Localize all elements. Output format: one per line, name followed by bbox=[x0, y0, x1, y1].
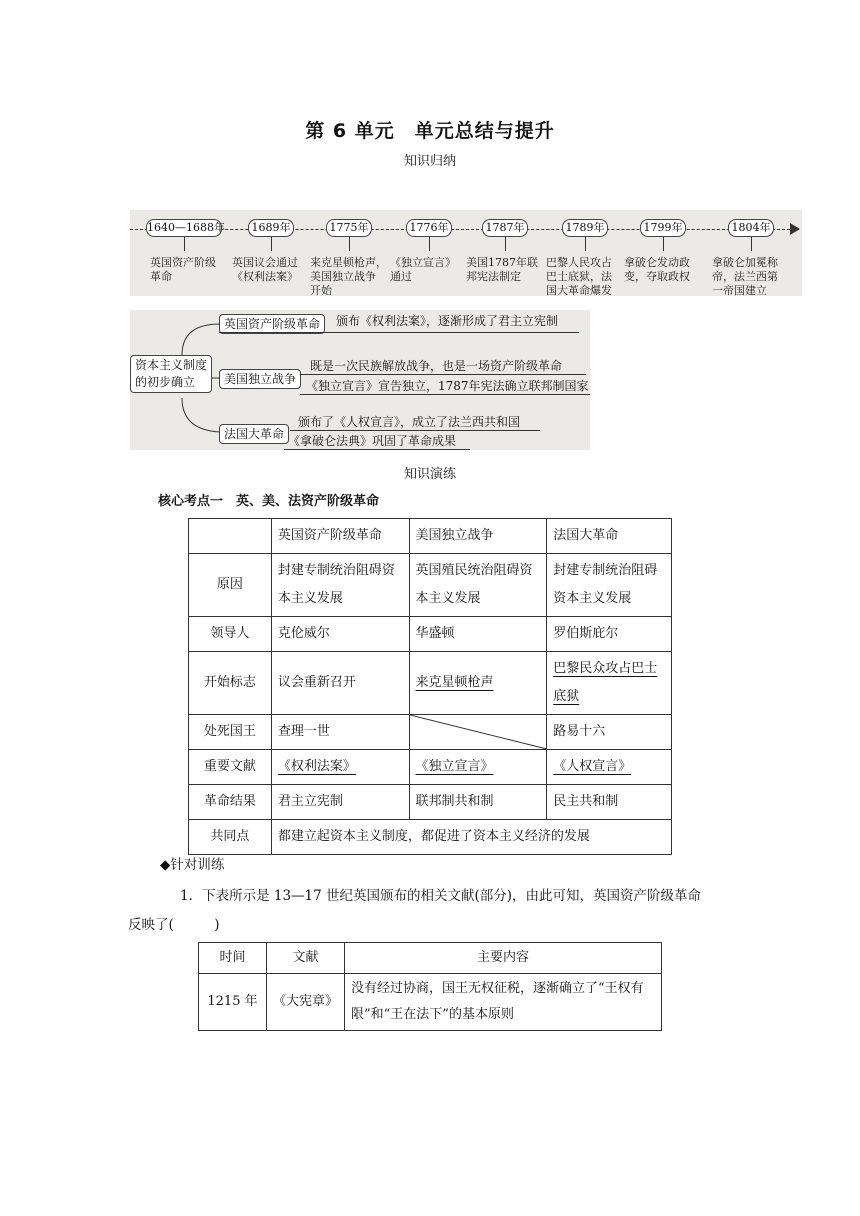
timeline-stem bbox=[751, 237, 752, 251]
table-header-cell bbox=[189, 519, 272, 554]
table-header-row bbox=[189, 519, 672, 554]
table-header-cell: 时间 bbox=[199, 943, 267, 974]
table-cell: 英国殖民统治阻碍资本主义发展 bbox=[409, 554, 547, 617]
row-label: 领导人 bbox=[189, 617, 272, 652]
timeline-stem bbox=[585, 237, 586, 251]
table-cell: 君主立宪制 bbox=[271, 785, 409, 820]
timeline-event: 拿破仑发动政 变，夺取政权 bbox=[624, 256, 690, 283]
table-cell bbox=[409, 750, 547, 785]
table-row bbox=[189, 652, 672, 715]
timeline-stem bbox=[184, 237, 185, 251]
table-cell: 查理一世 bbox=[271, 715, 409, 750]
timeline-event: 英国议会通过 《权利法案》 bbox=[232, 256, 298, 283]
timeline-year: 1640—1688年 bbox=[146, 219, 222, 237]
table-cell: 1215 年 bbox=[199, 974, 267, 1031]
timeline-year: 1804年 bbox=[728, 219, 774, 237]
timeline-year: 1787年 bbox=[482, 219, 528, 237]
table-cell bbox=[409, 652, 547, 715]
mindmap-note: 《独立宣言》宣告独立，1787年宪法确立联邦制国家 bbox=[306, 379, 589, 393]
table-row bbox=[189, 820, 672, 855]
timeline-year: 1799年 bbox=[640, 219, 686, 237]
table-cell bbox=[271, 750, 409, 785]
underlined-text: 《权利法案》 bbox=[277, 759, 356, 774]
row-label: 共同点 bbox=[189, 820, 272, 855]
question-table bbox=[198, 942, 662, 1031]
page-title: 第 6 单元 单元总结与提升 bbox=[305, 120, 555, 142]
mindmap-underline bbox=[290, 430, 540, 431]
timeline-event: 巴黎人民攻占 巴士底狱，法 国大革命爆发 bbox=[546, 256, 612, 297]
timeline-stem bbox=[505, 237, 506, 251]
row-label: 革命结果 bbox=[189, 785, 272, 820]
mindmap-underline bbox=[300, 374, 586, 375]
diagonal-slash bbox=[410, 715, 547, 749]
question-1-line-1: 1．下表所示是 13—17 世纪英国颁布的相关文献(部分)，由此可知，英国资产阶级革命 bbox=[180, 888, 702, 904]
timeline-event: 《独立宣言》 通过 bbox=[390, 256, 456, 283]
table-header-cell: 法国大革命 bbox=[547, 519, 672, 554]
table-header-cell: 英国资产阶级革命 bbox=[271, 519, 409, 554]
timeline-year: 1689年 bbox=[248, 219, 294, 237]
mindmap-root: 资本主义制度 的初步确立 bbox=[130, 355, 212, 393]
table-row bbox=[189, 715, 672, 750]
mindmap-note: 《拿破仑法典》巩固了革命成果 bbox=[288, 434, 457, 448]
timeline-stem bbox=[271, 237, 272, 251]
table-cell: 《大宪章》 bbox=[267, 974, 345, 1031]
row-label: 原因 bbox=[189, 554, 272, 617]
table-header-cell: 主要内容 bbox=[345, 943, 662, 974]
row-label: 处死国王 bbox=[189, 715, 272, 750]
core-point-heading: 核心考点一 英、美、法资产阶级革命 bbox=[158, 494, 380, 509]
table-cell: 联邦制共和制 bbox=[409, 785, 547, 820]
table-row bbox=[189, 785, 672, 820]
table-row bbox=[199, 974, 662, 1031]
table-cell: 封建专制统治阻碍资本主义发展 bbox=[547, 554, 672, 617]
training-heading: ◆针对训练 bbox=[160, 857, 225, 873]
knowledge-summary-heading: 知识归纳 bbox=[403, 154, 456, 169]
timeline-axis bbox=[130, 229, 790, 230]
underlined-text: 巴黎民众攻占巴士底狱 bbox=[553, 661, 658, 704]
question-1-line-2: 反映了( ) bbox=[128, 917, 220, 933]
practice-heading: 知识演练 bbox=[403, 467, 456, 482]
table-cell: 罗伯斯庇尔 bbox=[547, 617, 672, 652]
mindmap-branch-france: 法国大革命 bbox=[219, 424, 289, 444]
timeline-year: 1789年 bbox=[562, 219, 608, 237]
timeline-event: 美国1787年联 邦宪法制定 bbox=[466, 256, 538, 283]
table-cell: 没有经过协商，国王无权征税，逐渐确立了“王权有限”和“王在法下”的基本原则 bbox=[345, 974, 662, 1031]
mindmap-note: 颁布了《人权宣言》，成立了法兰西共和国 bbox=[298, 415, 521, 429]
mindmap-underline bbox=[284, 449, 470, 450]
table-header-cell: 文献 bbox=[267, 943, 345, 974]
table-row bbox=[189, 617, 672, 652]
underlined-text: 来克星顿枪声 bbox=[415, 675, 494, 690]
row-label: 开始标志 bbox=[189, 652, 272, 715]
table-cell bbox=[547, 750, 672, 785]
mindmap-underline bbox=[300, 394, 590, 395]
mindmap-note: 颁布《权利法案》，逐渐形成了君主立宪制 bbox=[336, 314, 559, 328]
table-cell: 克伦威尔 bbox=[271, 617, 409, 652]
table-cell: 华盛顿 bbox=[409, 617, 547, 652]
timeline-event: 英国资产阶级 革命 bbox=[150, 256, 216, 283]
table-cell: 都建立起资本主义制度，都促进了资本主义经济的发展 bbox=[271, 820, 671, 855]
underlined-text: 《独立宣言》 bbox=[415, 759, 494, 774]
table-cell: 议会重新召开 bbox=[271, 652, 409, 715]
timeline-year: 1775年 bbox=[326, 219, 372, 237]
table-cell: 路易十六 bbox=[547, 715, 672, 750]
table-cell: 民主共和制 bbox=[547, 785, 672, 820]
mindmap-note: 既是一次民族解放战争，也是一场资产阶级革命 bbox=[310, 359, 563, 373]
timeline-arrow-icon bbox=[790, 223, 800, 235]
table-header-cell: 美国独立战争 bbox=[409, 519, 547, 554]
underlined-text: 《人权宣言》 bbox=[553, 759, 632, 774]
timeline-event: 拿破仑加冕称 帝，法兰西第 一帝国建立 bbox=[712, 256, 778, 297]
table-row bbox=[189, 750, 672, 785]
comparison-table bbox=[188, 518, 672, 855]
timeline-year: 1776年 bbox=[406, 219, 452, 237]
timeline-stem bbox=[429, 237, 430, 251]
timeline-stem bbox=[349, 237, 350, 251]
timeline-event: 来克星顿枪声， 美国独立战争 开始 bbox=[310, 256, 387, 297]
table-header-row bbox=[199, 943, 662, 974]
mindmap-branch-america: 美国独立战争 bbox=[219, 369, 301, 389]
table-cell: 封建专制统治阻碍资本主义发展 bbox=[271, 554, 409, 617]
mindmap-underline bbox=[219, 332, 579, 333]
timeline-stem bbox=[663, 237, 664, 251]
table-cell-diagonal bbox=[409, 715, 547, 750]
table-row bbox=[189, 554, 672, 617]
row-label: 重要文献 bbox=[189, 750, 272, 785]
mindmap-branch-england: 英国资产阶级革命 bbox=[219, 314, 325, 334]
table-cell bbox=[547, 652, 672, 715]
